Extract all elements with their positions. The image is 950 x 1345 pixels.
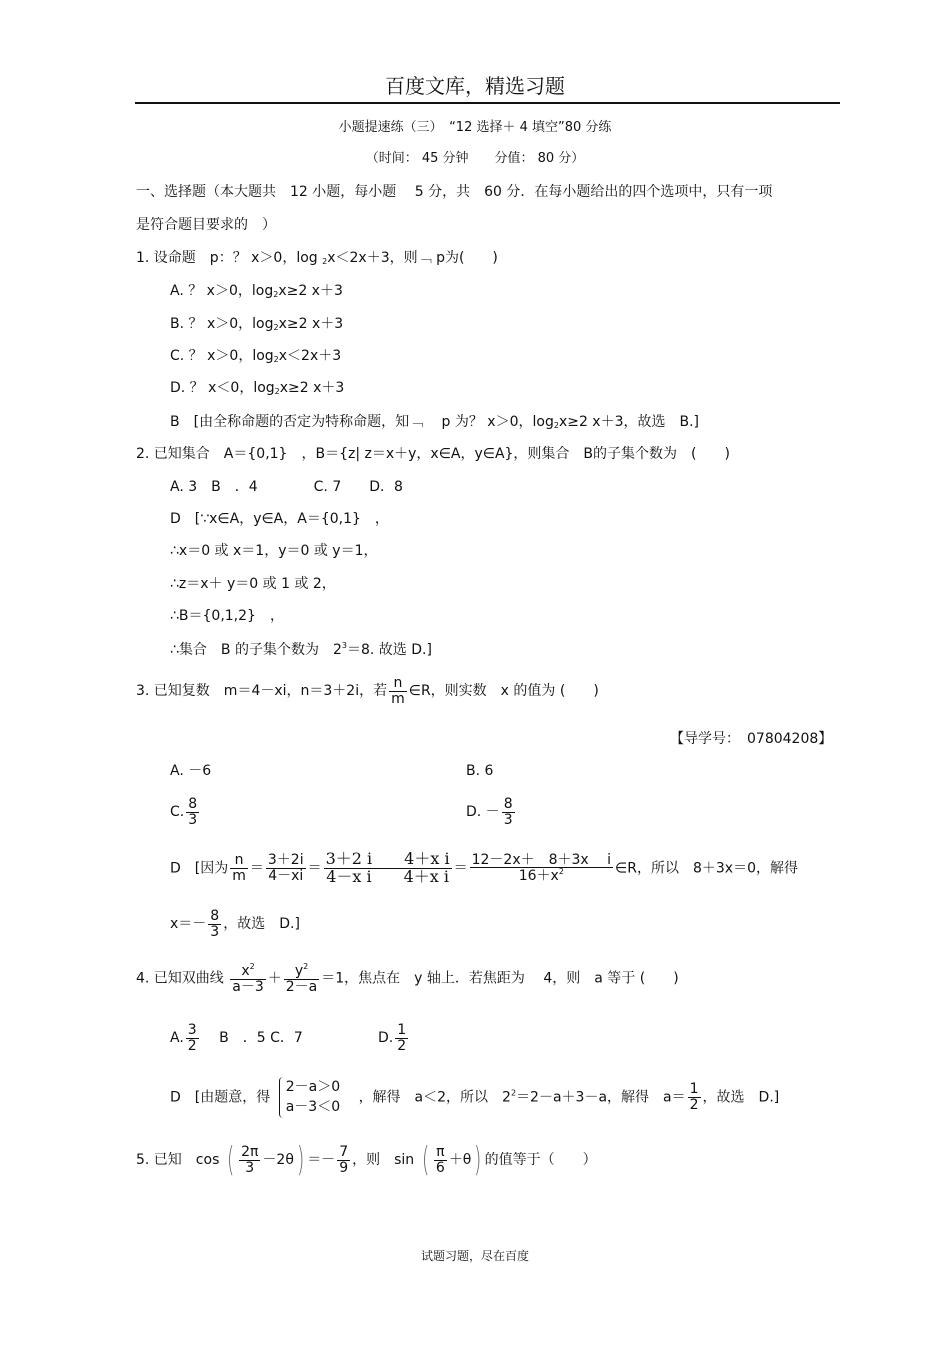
q3-answer-line2: x＝－ $\frac{8}{3}$ ，故选 D.] [170,908,300,940]
q4-answer: D [由题意，得 2－a＞0 a－3＜0 ，解得 a＜2，所以 $2^2=2-a+3-a$，解得 a＝ $\frac{1}{2}$ ，故选 D.] [170,1077,779,1118]
q1-option-d: D. ？ x＜0，$\log_2x\ge 2$ x＋3 [170,380,345,396]
q1-answer: B [由全称命题的否定为特称命题，知﹁ p 为？ x＞0，$\log_2x\ge 2$ x＋3，故选 B.] [170,414,700,430]
q4-stem: 4. 已知双曲线 $\frac{x^2}{a-3}$ ＋ $\frac{y^2}{2-a}$ ＝1，焦点在 y 轴上．若焦距为 4，则 a 等于 ( ) [136,962,679,995]
q3-option-c: C. $\frac{8}{3}$ [170,796,198,828]
q1-option-a: A. ？ x＞0，$\log_2x\ge 2$ x＋3 [170,283,343,299]
q2-answer-line2: ∴x＝0 或 x＝1，y＝0 或 y＝1， [170,543,378,559]
q1-stem: 1. 设命题 p：？ x＞0，log $_2$x＜2x＋3，则﹁ p为( ) [136,250,498,266]
q2-stem: 2. 已知集合 A＝{0,1} ，B＝{z| z＝x＋y，x∈A，y∈A}，则集合 B的子集个数为 ( ) [136,446,730,462]
section-time-info: （时间： 45 分钟 分值： 80 分） [365,151,585,166]
q4-options: A. $\frac{3}{2}$ B ．5 C．7 [170,1022,303,1054]
footer-text: 试题习题，尽在百度 [420,1249,529,1263]
q5-stem: 5. 已知 cos ( $\frac{2\pi}{3}$ －2θ) ＝－ $\frac{7}{9}$ ，则 sin ( $\frac{\pi}{6}$ ＋θ) 的值等于（ ） [136,1140,597,1180]
section-title: 小题提速练（三） “12 选择＋ 4 填空”80 分练 [338,120,612,135]
q2-options: A. 3 B ．4 C. 7 D．8 [170,479,403,495]
q3-option-b: B. 6 [466,763,494,779]
q3-stem: 3. 已知复数 m＝4－xi，n＝3＋2i，若 $\frac{n}{m}$ ∈R，则实数 x 的值为 ( ) [136,675,599,707]
section-intro-line1: 一、选择题（本大题共 12 小题，每小题 5 分，共 60 分．在每小题给出的四个选项中，只有一项 [136,184,773,200]
q4-equation-system: 2－a＞0 a－3＜0 [279,1077,340,1118]
q4-option-d: D. $\frac{1}{2}$ [378,1022,407,1054]
q1-option-b: B. ？ x＞0，$\log_2x\ge 2$ x＋3 [170,316,344,332]
header-title: 百度文库，精选习题 [385,74,565,98]
q3-option-d: D. － $\frac{8}{3}$ [466,796,513,828]
q1-option-c: C. ？ x＞0，$\log_2x<2x+3$ [170,348,342,364]
q3-guide-number: 【导学号： 07804208】 [670,731,833,747]
q3-option-a: A. －6 [170,763,212,779]
q2-answer-line3: ∴z＝x＋ y＝0 或 1 或 2， [170,576,336,592]
q2-answer-line1: D [∵x∈A，y∈A，A＝{0,1} ， [170,511,389,527]
q3-answer-line1: D [因为 $\frac{n}{m}$ ＝ $\frac{3+2i}{4-xi}$ ＝ $\frac{\text{3＋2 i 4＋x i}}{\text{4－x i 4＋x i}}$ ＝ $\frac{\text{12－2x＋ 8＋3x i}}{16+x^2}$ ∈R，所以 8＋3x＝0，解得 [170,849,798,886]
q2-answer-line5: ∴集合 B 的子集个数为 $2^3=8$. 故选 D.] [170,641,432,658]
section-intro-line2: 是符合题目要求的 ） [136,217,276,233]
header-divider [135,102,840,104]
q2-answer-line4: ∴B＝{0,1,2} ， [170,608,284,624]
q3-stem-fraction: $\frac{n}{m}$ [391,675,405,707]
